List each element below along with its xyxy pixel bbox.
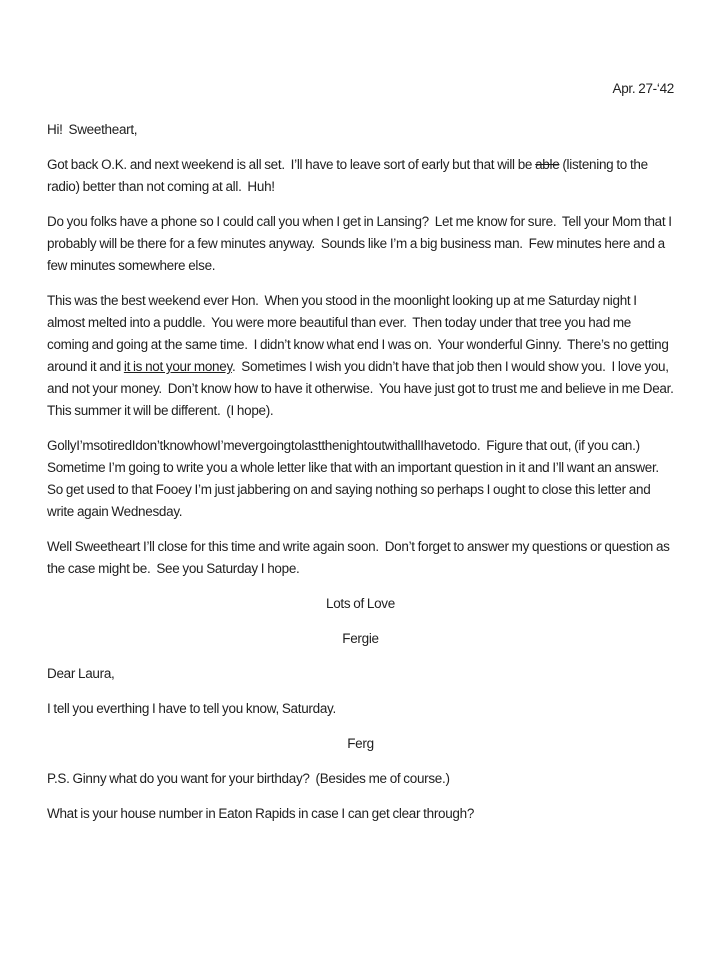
text-segment: Fergie [342, 631, 379, 646]
paragraph-laura-note [47, 698, 674, 720]
text-segment: (listening to the radio) better than not coming at all. Huh! [47, 157, 651, 194]
postscript-house-number [47, 803, 674, 825]
text-segment: What is your house number in Eaton Rapids in case I can get clear through? [47, 806, 475, 821]
text-segment: . Sometimes I wish you didn’t have that job then I would show you. I love you, and not your money. Don’t know how to have it otherwise. You have just got to trust me and believe in me Dear. This summer it will be different. (I hope). [47, 359, 680, 418]
text-segment: Do you folks have a phone so I could call you when I get in Lansing? Let me know for sure. Tell your Mom that I probably will be there for a few minutes anyway. Sounds like I’m a big business man. Few minutes here and a few minutes somewhere else. [47, 214, 675, 273]
signature-ferg [47, 733, 674, 755]
salutation-laura [47, 663, 674, 685]
letter-date: Apr. 27-‘42 [612, 81, 674, 96]
paragraph-golly-runon [47, 435, 674, 523]
text-segment: P.S. Ginny what do you want for your birthday? (Besides me of course.) [47, 771, 450, 786]
text-segment: Ferg [347, 736, 374, 751]
strike-text-segment: able [535, 157, 560, 172]
text-segment: GollyI’msotiredIdon’tknowhowI’mevergoingtolastthenightoutwithallIhavetodo. Figure that out, (if you can.) Sometime I’m going to write you a whole letter like that with an important question in it and I’ll want an answer. So get used to that Fooey I’m just jabbering on and saying nothing so perhaps I ought to close this letter and write again Wednesday. [47, 438, 665, 519]
paragraph-closing [47, 536, 674, 580]
text-segment: Well Sweetheart I’ll close for this time and write again soon. Don’t forget to answer my questions or question as the case might be. See you Saturday I hope. [47, 539, 673, 576]
salutation [47, 119, 674, 141]
closing-line [47, 593, 674, 615]
letter-body [47, 119, 680, 825]
postscript-birthday [47, 768, 674, 790]
text-segment: I tell you everthing I have to tell you know, Saturday. [47, 701, 336, 716]
text-segment: Lots of Love [326, 596, 395, 611]
signature-fergie [47, 628, 674, 650]
paragraph-phone [47, 211, 674, 277]
paragraph-got-back [47, 154, 674, 198]
paragraph-best-weekend [47, 290, 680, 422]
text-segment: Hi! Sweetheart, [47, 122, 138, 137]
text-segment: Got back O.K. and next weekend is all set. I’ll have to leave sort of early but that will be [47, 157, 536, 172]
text-segment: Dear Laura, [47, 666, 115, 681]
underline-text-segment: it is not your money [123, 359, 232, 374]
text-segment: This was the best weekend ever Hon. When you stood in the moonlight looking up at me Saturday night I almost melted into a puddle. You were more beautiful than ever. Then today under that tree you had me coming and going at the same time. I didn’t know what end I was on. Your wonderful Ginny. There’s no getting around it and [47, 293, 672, 374]
